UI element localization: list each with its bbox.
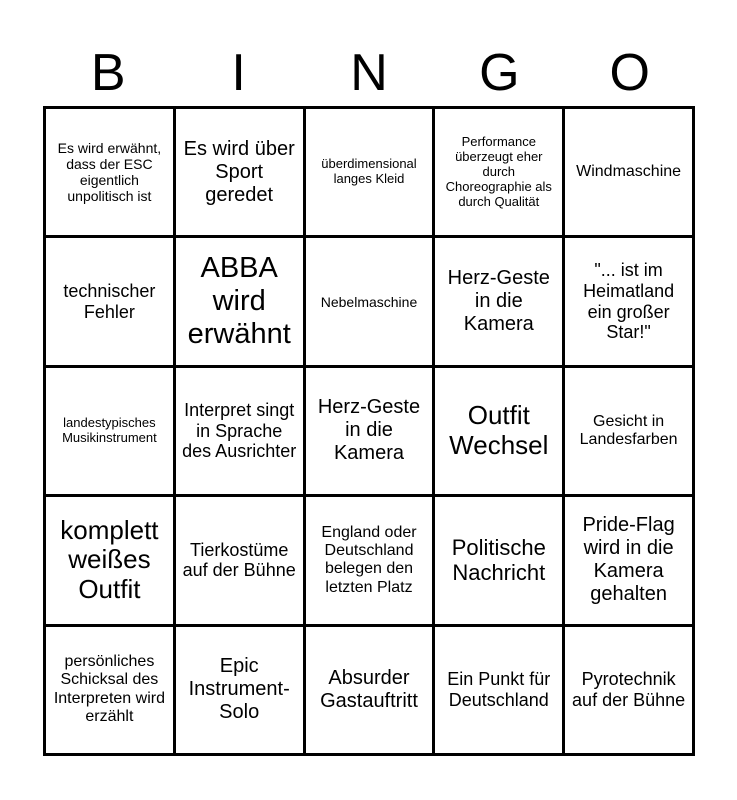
bingo-cell[interactable]: Windmaschine bbox=[565, 109, 692, 235]
bingo-grid bbox=[43, 106, 695, 756]
bingo-cell[interactable]: landestypisches Musikinstrument bbox=[46, 368, 173, 494]
bingo-cell[interactable]: Interpret singt in Sprache des Ausrichter bbox=[176, 368, 303, 494]
bingo-cell[interactable]: Es wird erwähnt, dass der ESC eigentlich unpolitisch ist bbox=[46, 109, 173, 235]
bingo-cell[interactable]: "... ist im Heimatland ein großer Star!" bbox=[565, 238, 692, 364]
bingo-cell[interactable]: technischer Fehler bbox=[46, 238, 173, 364]
bingo-cell[interactable]: Absurder Gastauftritt bbox=[306, 627, 433, 753]
header-letter-i: I bbox=[231, 44, 246, 102]
bingo-cell[interactable]: Performance überzeugt eher durch Choreographie als durch Qualität bbox=[435, 109, 562, 235]
bingo-cell[interactable]: Herz-Geste in die Kamera bbox=[435, 238, 562, 364]
bingo-cell[interactable]: Ein Punkt für Deutschland bbox=[435, 627, 562, 753]
bingo-cell[interactable]: Epic Instrument-Solo bbox=[176, 627, 303, 753]
bingo-cell[interactable]: Pyrotechnik auf der Bühne bbox=[565, 627, 692, 753]
bingo-cell[interactable]: Pride-Flag wird in die Kamera gehalten bbox=[565, 497, 692, 623]
bingo-cell[interactable]: Tierkostüme auf der Bühne bbox=[176, 497, 303, 623]
header-letter-b: B bbox=[90, 44, 126, 102]
bingo-cell[interactable]: England oder Deutschland belegen den letzten Platz bbox=[306, 497, 433, 623]
bingo-cell[interactable]: Herz-Geste in die Kamera bbox=[306, 368, 433, 494]
bingo-cell[interactable]: ABBA wird erwähnt bbox=[176, 238, 303, 364]
bingo-cell[interactable]: persönliches Schicksal des Interpreten wird erzählt bbox=[46, 627, 173, 753]
bingo-cell[interactable]: Outfit Wechsel bbox=[435, 368, 562, 494]
header-letter-n: N bbox=[350, 44, 388, 102]
bingo-cell[interactable]: Politische Nachricht bbox=[435, 497, 562, 623]
bingo-cell[interactable]: Nebelmaschine bbox=[306, 238, 433, 364]
bingo-header bbox=[43, 40, 695, 106]
bingo-cell[interactable]: komplett weißes Outfit bbox=[46, 497, 173, 623]
header-letter-o: O bbox=[609, 44, 650, 102]
bingo-cell[interactable]: Es wird über Sport geredet bbox=[176, 109, 303, 235]
header-letter-g: G bbox=[479, 44, 520, 102]
bingo-cell[interactable]: Gesicht in Landesfarben bbox=[565, 368, 692, 494]
bingo-cell[interactable]: überdimensional langes Kleid bbox=[306, 109, 433, 235]
